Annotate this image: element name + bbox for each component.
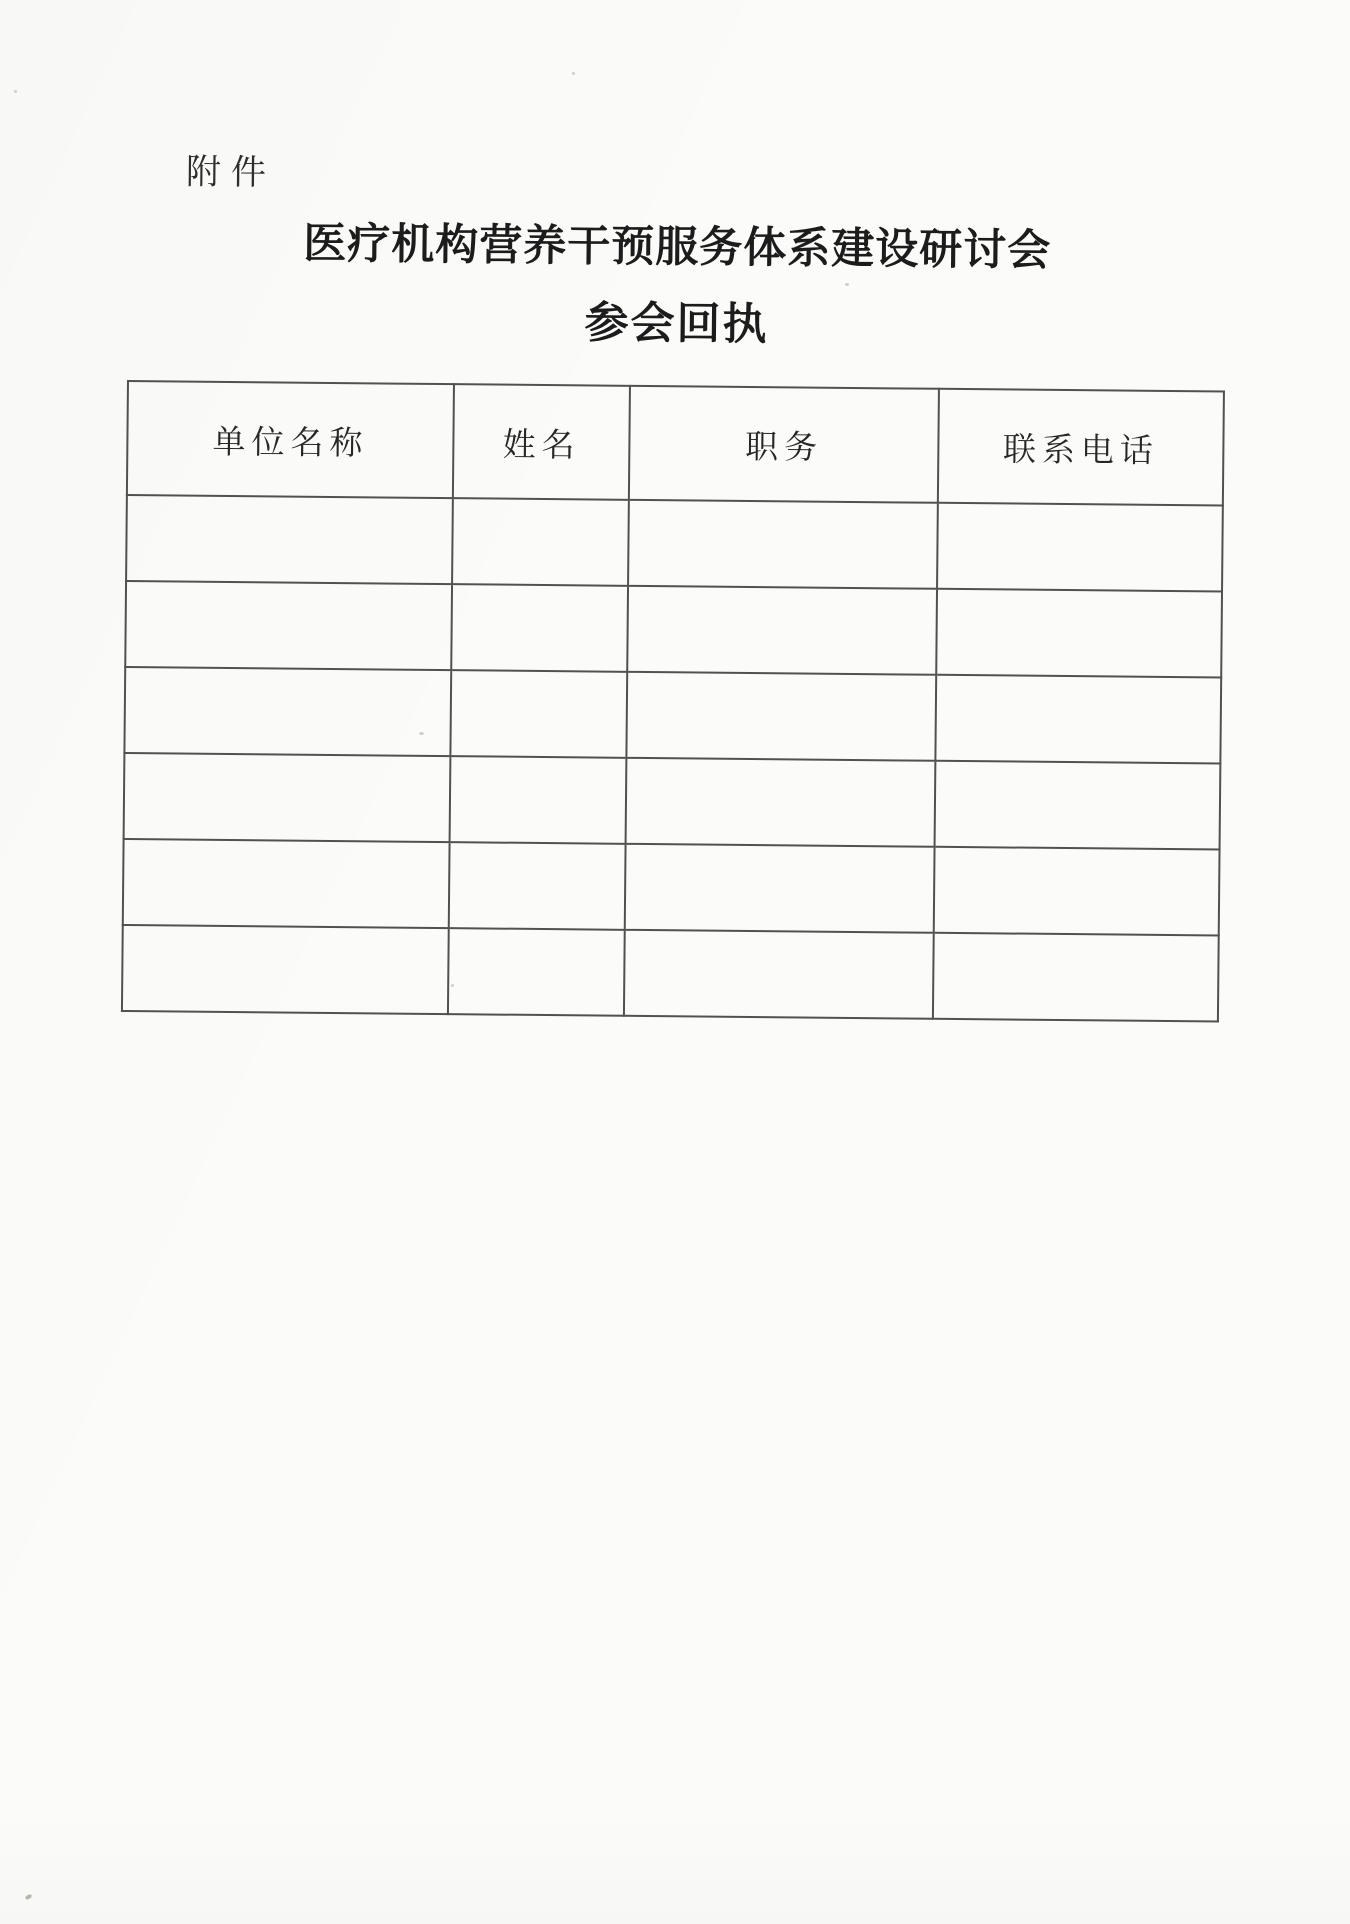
column-header-person-name: 姓名 xyxy=(453,384,630,500)
empty-form-cell xyxy=(123,839,450,928)
empty-form-cell xyxy=(937,503,1223,592)
scan-speck xyxy=(14,90,17,93)
empty-form-row xyxy=(124,753,1221,850)
empty-form-cell xyxy=(125,581,452,670)
table-header xyxy=(127,381,1224,506)
scan-speck xyxy=(845,283,849,286)
empty-form-cell xyxy=(124,753,451,842)
empty-form-cell xyxy=(626,758,936,847)
empty-form-row xyxy=(123,839,1220,936)
empty-form-cell xyxy=(625,844,935,933)
empty-form-cell xyxy=(451,584,628,672)
empty-form-cell xyxy=(627,672,937,761)
reply-form-table xyxy=(121,380,1225,1023)
empty-form-row xyxy=(126,495,1223,592)
empty-form-cell xyxy=(628,500,938,589)
empty-form-row xyxy=(124,667,1221,764)
empty-form-cell xyxy=(935,675,1221,764)
empty-form-cell xyxy=(624,930,934,1019)
empty-form-cell xyxy=(933,933,1219,1022)
empty-form-cell xyxy=(448,928,625,1016)
empty-form-cell xyxy=(126,495,453,584)
empty-form-cell xyxy=(451,670,628,758)
empty-form-cell xyxy=(122,925,449,1014)
empty-form-row xyxy=(122,925,1219,1022)
empty-form-cell xyxy=(452,498,629,586)
column-header-unit-name: 单位名称 xyxy=(127,381,454,498)
empty-form-cell xyxy=(936,589,1222,678)
document-subtitle: 参会回执 xyxy=(584,298,769,350)
column-header-position: 职务 xyxy=(629,386,939,503)
document-title: 医疗机构营养干预服务体系建设研讨会 xyxy=(303,220,1052,275)
empty-form-cell xyxy=(628,586,938,675)
scan-speck xyxy=(572,72,575,75)
empty-form-cell xyxy=(124,667,451,756)
table-header-row xyxy=(127,381,1224,506)
scan-speck xyxy=(451,984,454,987)
empty-form-cell xyxy=(450,756,627,844)
table-body xyxy=(122,495,1223,1021)
scan-speck xyxy=(419,732,424,735)
attachment-label: 附件 xyxy=(185,152,277,193)
empty-form-cell xyxy=(449,842,626,930)
empty-form-cell xyxy=(935,761,1221,850)
empty-form-cell xyxy=(934,847,1220,936)
column-header-phone: 联系电话 xyxy=(938,389,1224,506)
empty-form-row xyxy=(125,581,1222,678)
